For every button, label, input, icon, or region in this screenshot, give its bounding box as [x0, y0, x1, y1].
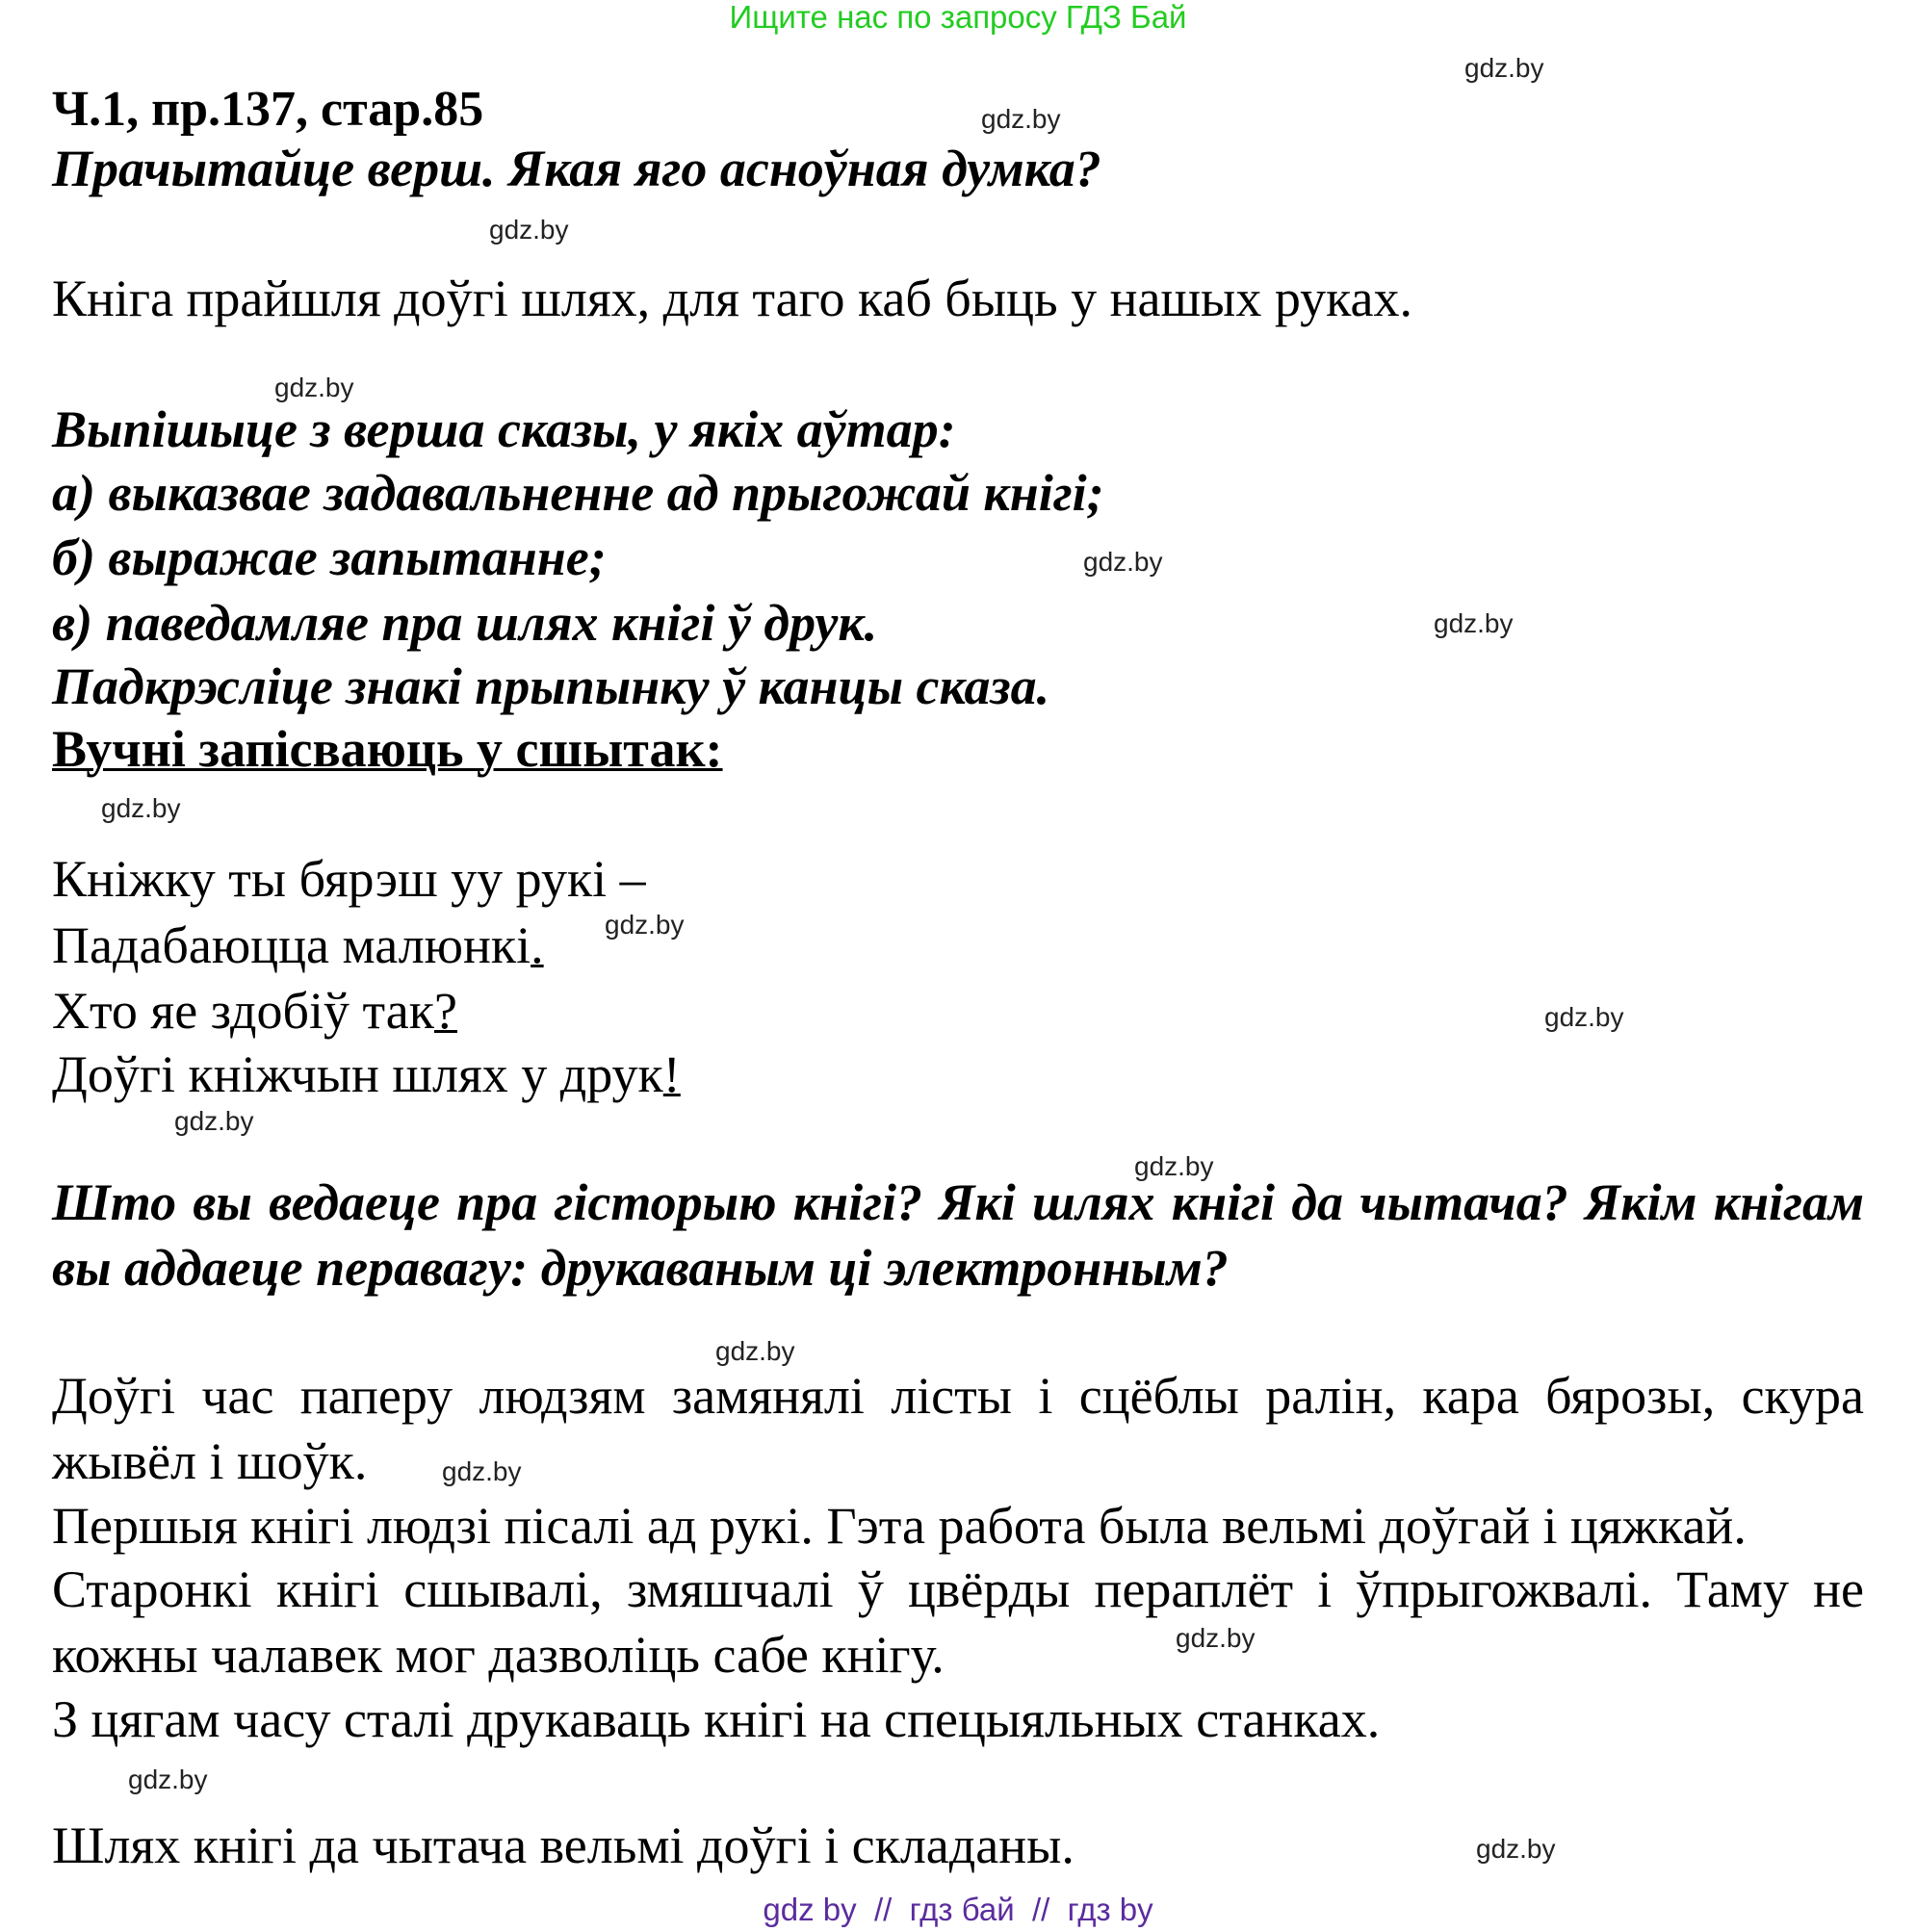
task1-answer: Кніга прайшля доўгі шлях, для таго каб быць у нашых руках.	[52, 270, 1412, 327]
watermark: gdz.by	[1464, 53, 1544, 83]
search-banner: Ищите нас по запросу ГДЗ Бай	[729, 0, 1187, 35]
task2-instruction: Выпішыце з верша сказы, у якіх аўтар:	[52, 400, 956, 458]
notebook-label: Вучні запісваюць у сшытак:	[52, 720, 723, 778]
watermark: gdz.by	[442, 1456, 522, 1486]
watermark: gdz.by	[1544, 1002, 1624, 1032]
task3-answer-paragraph: Доўгі час паперу людзям замянялі лісты і сцёблы ралін, кара бярозы, скура жывёл і шоўк.	[52, 1367, 1864, 1490]
watermark: gdz.by	[605, 910, 685, 940]
footer-banner: gdz by // гдз бай // гдз by	[763, 1892, 1153, 1927]
poem-text: Кніжку ты бярэш уу рукі –	[52, 850, 646, 908]
watermark: gdz.by	[1476, 1834, 1556, 1864]
poem-line	[52, 846, 646, 912]
watermark: gdz.by	[981, 104, 1061, 134]
poem-line	[52, 978, 457, 1043]
task2-item-b: б) выражае запытанне;	[52, 528, 607, 586]
task3-answer-paragraph: Старонкі кнігі сшывалі, змяшчалі ў цвёрды пераплёт і ўпрыгожвалі. Таму не кожны чалавек мог дазволіць сабе кнігу.	[52, 1560, 1864, 1684]
poem-text: Падабаюцца малюнкі	[52, 916, 531, 974]
poem-line	[52, 1042, 681, 1107]
task3-answer-paragraph: З цягам часу сталі друкаваць кнігі на спецыяльных станках.	[52, 1690, 1381, 1748]
watermark: gdz.by	[715, 1336, 795, 1366]
poem-punctuation: !	[662, 1045, 681, 1103]
poem-punctuation: .	[531, 916, 544, 974]
task2-item-c: в) паведамляе пра шлях кнігі ў друк.	[52, 594, 878, 652]
watermark: gdz.by	[128, 1765, 208, 1794]
poem-text: Доўгі кніжчын шлях у друк	[52, 1045, 663, 1103]
poem-text: Хто яе здобіў так	[52, 982, 434, 1040]
task2-item-a: а) выказвае задавальненне ад прыгожай кнігі;	[52, 464, 1104, 522]
page-title: Ч.1, пр.137, стар.85	[52, 82, 484, 137]
watermark: gdz.by	[1176, 1623, 1256, 1653]
task3-question: Што вы ведаеце пра гісторыю кнігі? Які шлях кнігі да чытача? Якім кнігам вы аддаеце перавагу: друкаваным ці электронным?	[52, 1173, 1864, 1297]
task3-conclusion: Шлях кнігі да чытача вельмі доўгі і складаны.	[52, 1816, 1075, 1874]
watermark: gdz.by	[174, 1106, 254, 1136]
poem-punctuation: ?	[433, 982, 457, 1040]
task2-underline-instruction: Падкрэсліце знакі прыпынку ў канцы сказа.	[52, 657, 1050, 715]
watermark: gdz.by	[274, 373, 354, 402]
watermark: gdz.by	[1134, 1151, 1214, 1181]
watermark: gdz.by	[1083, 547, 1163, 577]
watermark: gdz.by	[101, 793, 181, 823]
task1-question: Прачытайце верш. Якая яго асноўная думка?	[52, 140, 1101, 197]
task3-answer-paragraph: Першыя кнігі людзі пісалі ад рукі. Гэта работа была вельмі доўгай і цяжкай.	[52, 1497, 1747, 1555]
watermark: gdz.by	[1434, 608, 1514, 638]
poem-line	[52, 913, 544, 978]
watermark: gdz.by	[489, 215, 569, 245]
